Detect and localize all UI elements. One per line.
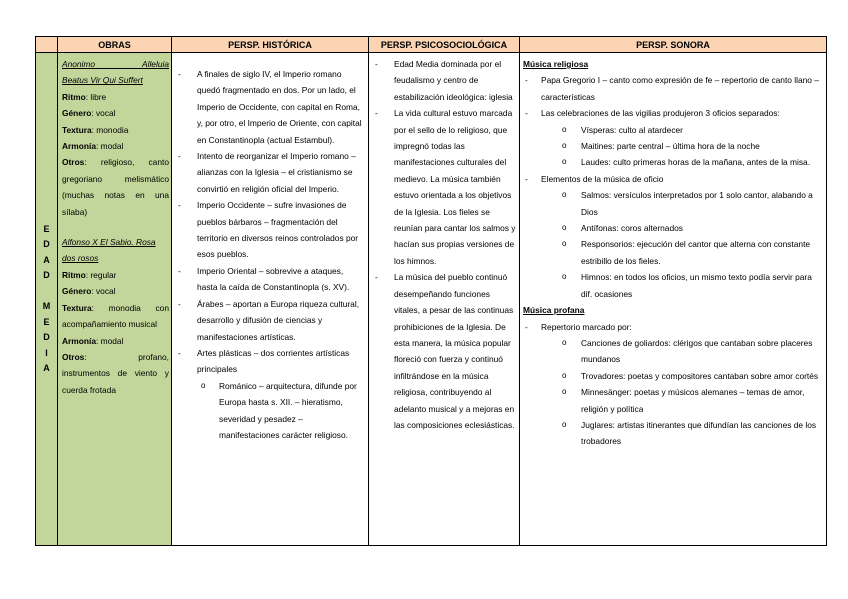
work-2-field: Armonía: modal	[62, 335, 124, 346]
historica-item: - Imperio Oriental – sobrevive a ataques, hasta la caída de Constantinopla (s. XV).	[175, 263, 365, 296]
header-historica: PERSP. HISTÓRICA	[172, 37, 369, 53]
oficio-list	[523, 171, 823, 187]
era-letter: E	[43, 223, 50, 234]
profana-subitem: o Juglares: artistas itinerantes que difundían las canciones de los trobadores	[523, 417, 823, 450]
historica-list	[175, 66, 365, 378]
era-letter: D	[43, 270, 50, 280]
vigilias-list	[523, 122, 823, 171]
work-2-field: Ritmo: regular	[62, 269, 117, 280]
work-2	[62, 234, 169, 398]
oficio-subitem: o Antífonas: coros alternados	[523, 220, 823, 236]
work-2-field: Otros: profano, instrumentos de viento y cuerda frotada	[62, 351, 169, 395]
vigilia-item: o Maitines: parte central – última hora de la noche	[523, 138, 823, 154]
header-obras: OBRAS	[58, 37, 172, 53]
header-sonora: PERSP. SONORA	[520, 37, 827, 53]
header-blank	[36, 37, 58, 53]
content-row	[36, 53, 827, 546]
obras-cell	[58, 53, 172, 546]
profana-list	[523, 319, 823, 335]
document-page	[35, 36, 826, 546]
oficio-subitem: o Himnos: en todos los oficios, un mismo texto podía servir para dif. ocasiones	[523, 269, 823, 302]
profana-heading: Música profana	[523, 305, 585, 316]
oficio-subitem: o Responsorios: ejecución del cantor que alterna con constante estribillo de los fieles.	[523, 236, 823, 269]
work-1	[62, 56, 169, 220]
work-2-title-line1: Alfonso X El Sabio. Rosa	[62, 237, 156, 248]
religiosa-item: - Las celebraciones de las vigilias produjeron 3 oficios separados:	[523, 105, 823, 121]
work-1-title-line1: Anonimo Alleluia	[62, 59, 169, 69]
religiosa-list	[523, 72, 823, 121]
era-letter: E	[43, 316, 50, 327]
era-letter: M	[42, 301, 51, 311]
music-history-table	[35, 36, 827, 546]
era-cell	[36, 53, 58, 546]
era-label	[36, 222, 57, 377]
historica-sublist	[175, 378, 365, 444]
psico-item: - La vida cultural estuvo marcada por el sello de lo religioso, que impregnó todas las manifestaciones culturales del medievo. La música también estuvo orientada a los objetivos de la Iglesia. Los fieles se reunían para cantar los salmos y hacían sus propias versiones de los himnos.	[372, 105, 516, 269]
profana-subitem: o Canciones de goliardos: clérigos que cantaban sobre placeres mundanos	[523, 335, 823, 368]
psico-cell	[369, 53, 520, 546]
work-1-field: Otros: religioso, canto gregoriano melismático (muchas notas en una sílaba)	[62, 157, 169, 217]
era-letter: A	[43, 254, 50, 265]
era-letter: I	[45, 347, 48, 358]
work-1-field: Textura: monodia	[62, 124, 129, 135]
historica-item: - Intento de reorganizar el Imperio romano – alianzas con la Iglesia – el cristianismo se convirtió en religión oficial del Imperio.	[175, 148, 365, 197]
work-2-field: Género: vocal	[62, 286, 116, 297]
sonora-cell	[520, 53, 827, 546]
psico-item: - La música del pueblo continuó desempeñando funciones vitales, a pesar de las continuas prohibiciones de la Iglesia. De esta manera, la música popular floreció con fuerza y continuó infiltrándose en la música religiosa, contribuyendo al adelanto musical y a mejoras en las composiciones eclesiásticas.	[372, 269, 516, 433]
psico-item: - Edad Media dominada por el feudalismo y centro de estabilización ideológica: iglesia	[372, 56, 516, 105]
work-1-title-line2: Beatus Vir Qui Suffert	[62, 75, 143, 86]
profana-item: - Repertorio marcado por:	[523, 319, 823, 335]
work-1-field: Armonía: modal	[62, 141, 124, 152]
historica-subitem: o Románico – arquitectura, difunde por Europa hasta s. XII. – hieratismo, severidad y pesadez – manifestaciones carácter religioso.	[175, 378, 365, 444]
era-letter: D	[43, 239, 50, 249]
header-row	[36, 37, 827, 53]
vigilia-item: o Vísperas: culto al atardecer	[523, 122, 823, 138]
work-2-title-line2: dos rosos	[62, 253, 99, 264]
vigilia-item: o Laudes: culto primeras horas de la mañana, antes de la misa.	[523, 154, 823, 170]
historica-item: - A finales de siglo IV, el Imperio romano quedó fragmentado en dos. Por un lado, el Imperio de Occidente, con capital en Roma, y, por otro, el Imperio de Oriente, con capital en Constantinopla (actual Estambul).	[175, 66, 365, 148]
profana-subitem: o Minnesänger: poetas y músicos alemanes – temas de amor, religión y política	[523, 384, 823, 417]
era-letter: D	[43, 332, 50, 342]
historica-item: - Imperio Occidente – sufre invasiones de pueblos bárbaros – fragmentación del territorio en diversos reinos controlados por esos pueblos.	[175, 197, 365, 263]
religiosa-heading: Música religiosa	[523, 59, 589, 69]
oficio-item: - Elementos de la música de oficio	[523, 171, 823, 187]
oficio-sublist	[523, 187, 823, 302]
psico-list	[372, 56, 516, 433]
work-1-field: Género: vocal	[62, 108, 116, 119]
oficio-subitem: o Salmos: versículos interpretados por 1 solo cantor, alabando a Dios	[523, 187, 823, 220]
work-2-field: Textura: monodia con acompañamiento musical	[62, 302, 169, 330]
religiosa-item: - Papa Gregorio I – canto como expresión de fe – repertorio de canto llano – características	[523, 72, 823, 105]
historica-item: - Árabes – aportan a Europa riqueza cultural, desarrollo y difusión de ciencias y manifestaciones artísticas.	[175, 296, 365, 345]
era-letter: A	[43, 363, 50, 373]
historica-cell	[172, 53, 369, 546]
work-1-field: Ritmo: libre	[62, 91, 107, 102]
profana-subitem: o Trovadores: poetas y compositores cantaban sobre amor cortés	[523, 368, 823, 384]
header-psico: PERSP. PSICOSOCIOLÓGICA	[369, 37, 520, 53]
profana-sublist	[523, 335, 823, 450]
historica-item: - Artes plásticas – dos corrientes artísticas principales	[175, 345, 365, 378]
